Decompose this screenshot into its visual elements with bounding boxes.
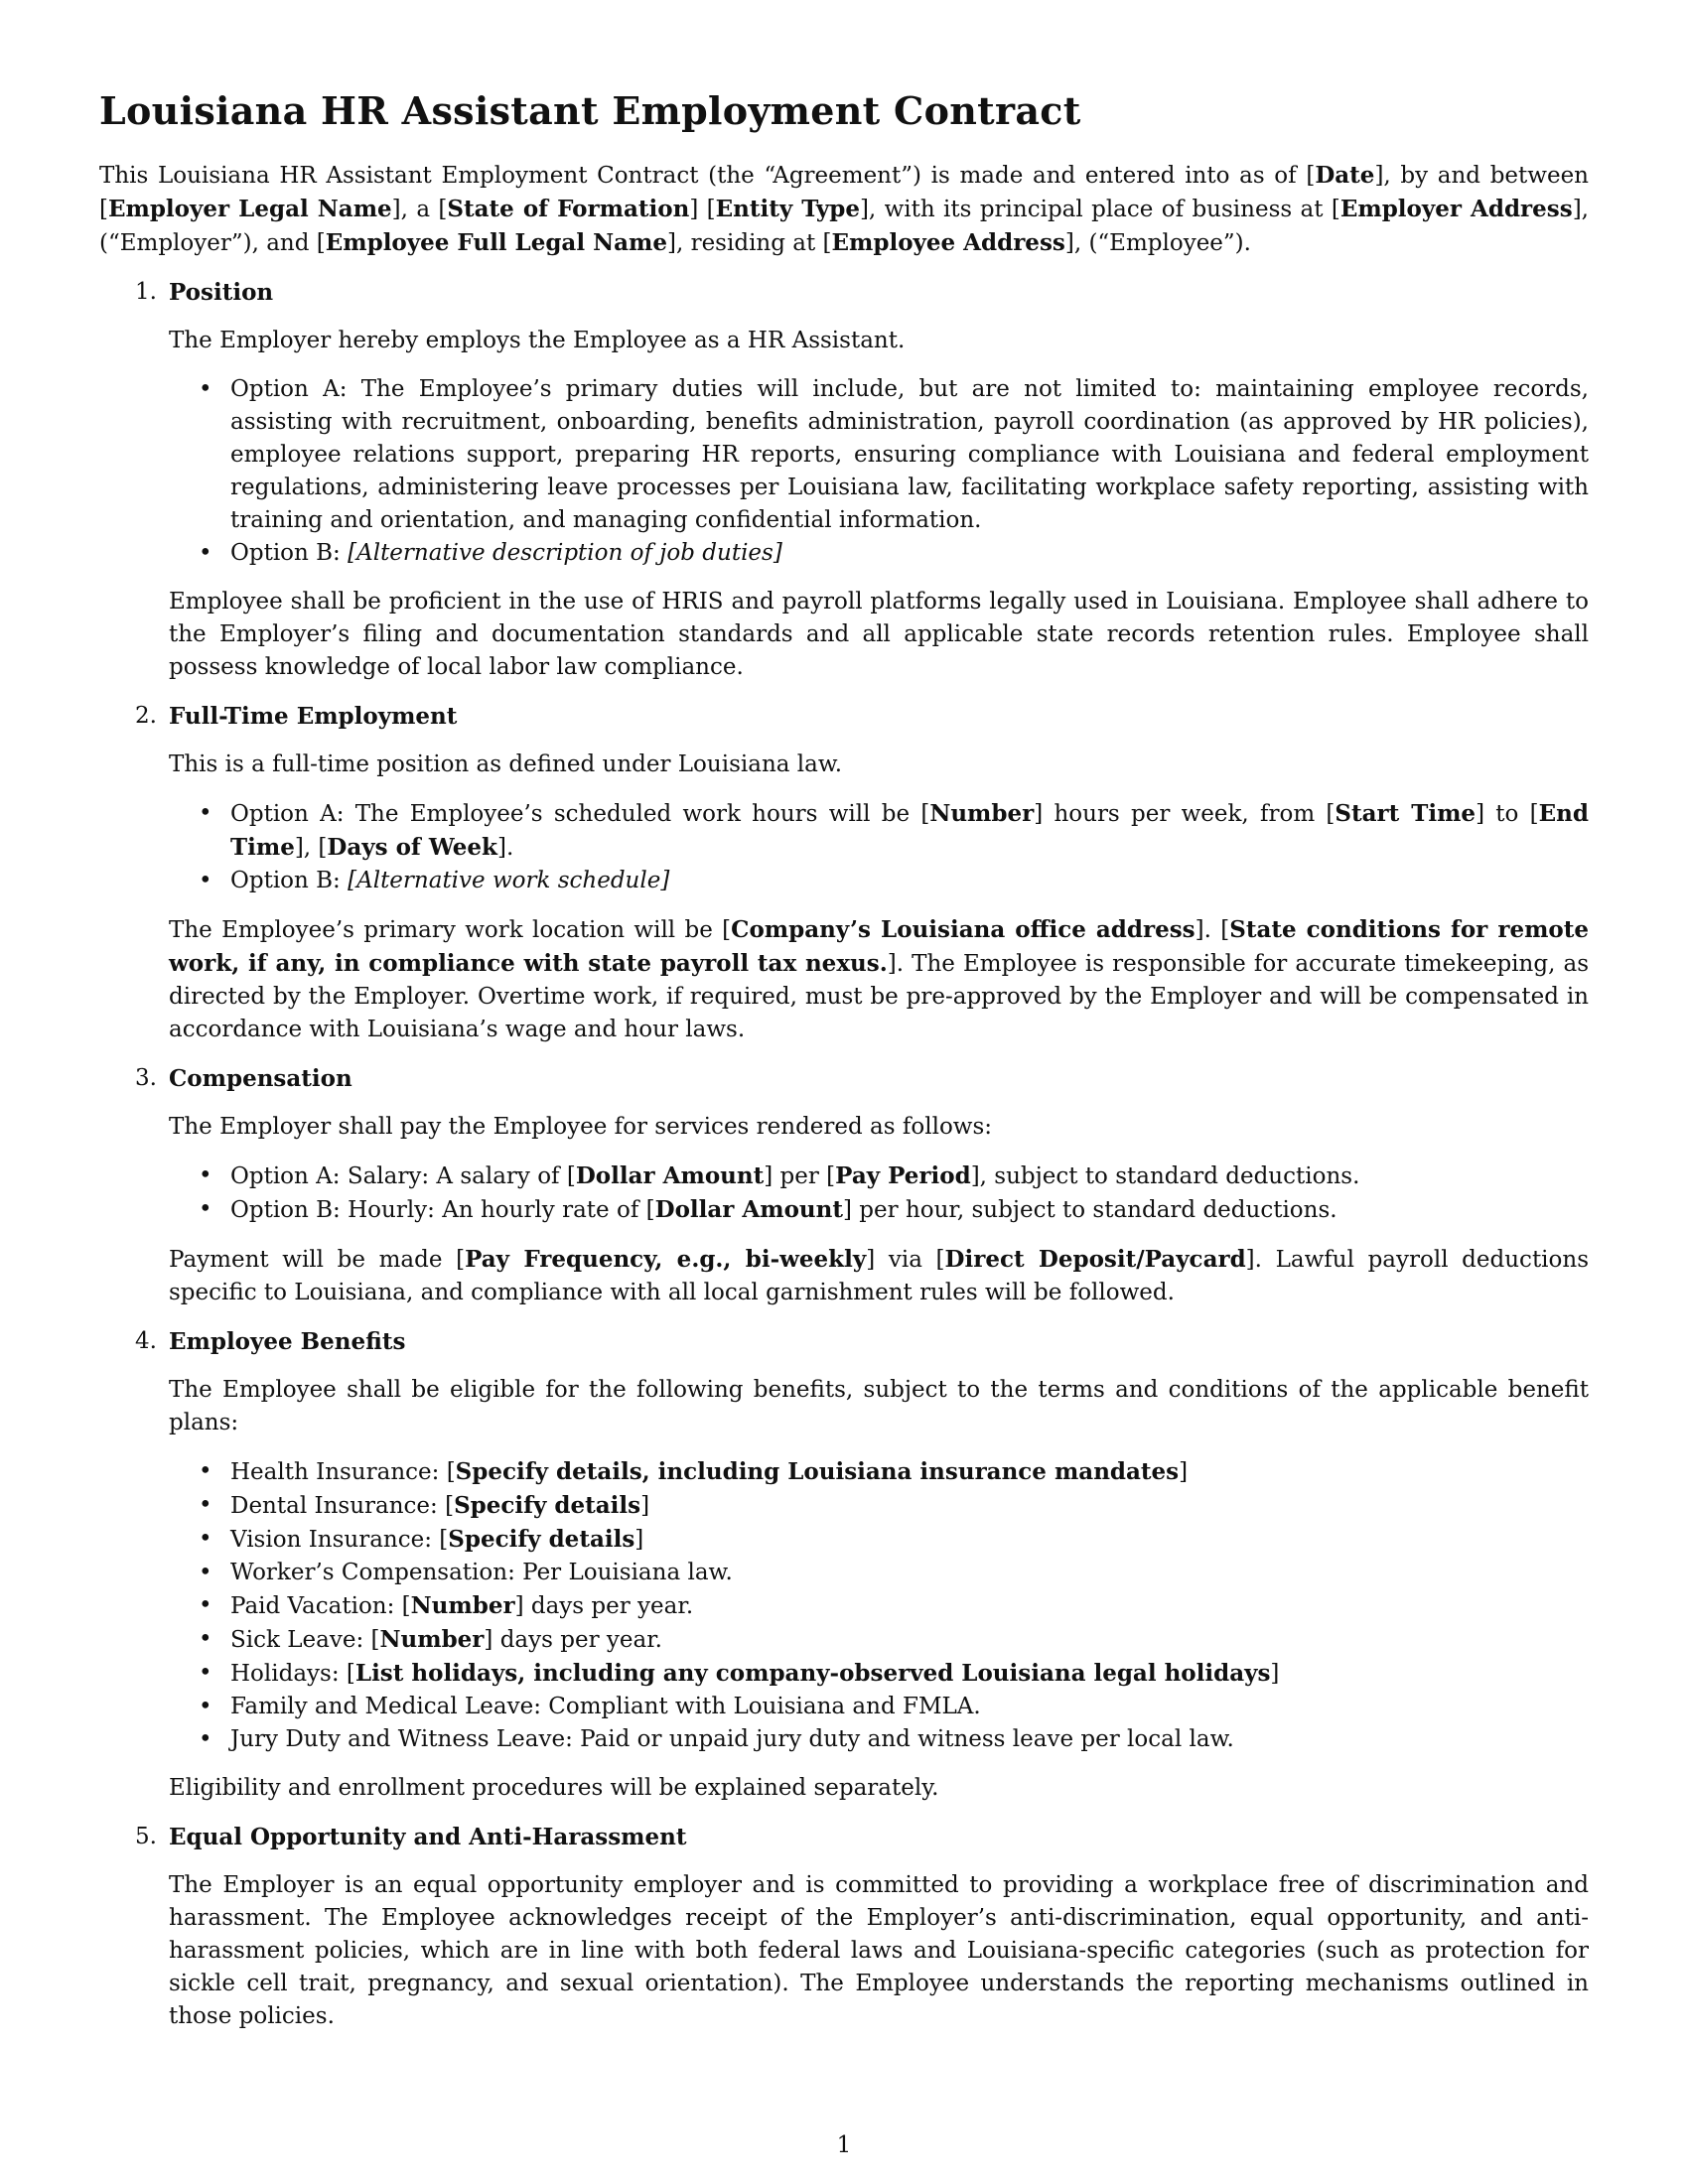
section-list [99,276,1589,2033]
benefits-list [169,1455,1589,1756]
section-employee-benefits [99,1325,1589,1805]
option-item: • Option B: [Alternative description of job duties] [169,537,1589,570]
section-title: Employee Benefits [169,1328,406,1355]
placeholder-date: Date [1315,162,1375,189]
section-paragraph: The Employer is an equal opportunity employer and is committed to providing a workplace free of discrimination and harassment. The Employee acknowledges receipt of the Employer’s anti-discrimination, equal opportunity, and anti-harassment policies, which are in line with both federal laws and Louisiana-specific categories (such as protection for sickle cell trait, pregnancy, and sexual orientation). The Employee understands the reporting mechanisms outlined in those policies. [169,1872,1589,2029]
option-list [169,1160,1589,1227]
placeholder-employer-address: Employer Address [1339,196,1573,222]
benefit-vision: • Vision Insurance: [Specify details] [169,1523,1589,1557]
benefit-holidays: • Holidays: [List holidays, including any company-observed Louisiana legal holidays] [169,1657,1589,1691]
section-title: Full-Time Employment [169,703,458,730]
section-compensation [99,1062,1589,1309]
benefit-jury-duty: • Jury Duty and Witness Leave: Paid or unpaid jury duty and witness leave per local law. [169,1723,1589,1756]
section-paragraph: Payment will be made [Pay Frequency, e.g., bi-weekly] via [Direct Deposit/Paycard]. Lawful payroll deductions specific to Louisiana, and compliance with all local garnishment rules will be followed. [169,1246,1589,1305]
placeholder-state: State of Formation [447,196,690,222]
section-number: 3. [135,1065,157,1091]
placeholder-employee-name: Employee Full Legal Name [325,229,667,256]
section-number: 4. [135,1328,157,1354]
section-title: Compensation [169,1065,352,1092]
section-paragraph: The Employer hereby employs the Employee as a HR Assistant. [169,328,906,353]
benefit-health: • Health Insurance: [Specify details, including Louisiana insurance mandates] [169,1455,1589,1489]
benefit-vacation: • Paid Vacation: [Number] days per year. [169,1589,1589,1623]
document-title: Louisiana HR Assistant Employment Contract [99,88,1081,133]
option-item: • Option A: The Employee’s primary duties will include, but are not limited to: maintaining employee records, assisting with recruitment, onboarding, benefits administration, payroll coordination (as approved by HR policies), employee relations support, preparing HR reports, ensuring compliance with Louisiana and federal employment regulations, administering leave processes per Louisiana law, facilitating workplace safety reporting, assisting with training and orientation, and managing confidential information. [169,373,1589,537]
benefit-workers-comp: • Worker’s Compensation: Per Louisiana law. [169,1557,1589,1589]
section-title: Equal Opportunity and Anti-Harassment [169,1824,687,1850]
section-number: 1. [135,279,157,305]
benefit-family-leave: • Family and Medical Leave: Compliant with Louisiana and FMLA. [169,1691,1589,1723]
section-title: Position [169,279,274,306]
placeholder-employer-name: Employer Legal Name [107,196,392,222]
section-paragraph: This is a full-time position as defined under Louisiana law. [169,751,843,777]
section-paragraph: The Employee’s primary work location will be [Company’s Louisiana office address]. [State conditions for remote work, if any, in compliance with state payroll tax nexus.]. The Employee is responsible for accurate timekeeping, as directed by the Employer. Overtime work, if required, must be pre-approved by the Employer and will be compensated in accordance with Louisiana’s wage and hour laws. [169,916,1590,1042]
section-paragraph: The Employer shall pay the Employee for services rendered as follows: [169,1114,993,1140]
section-position [99,276,1589,684]
option-list [169,373,1589,570]
section-paragraph: The Employee shall be eligible for the following benefits, subject to the terms and conditions of the applicable benefit plans: [169,1377,1589,1435]
intro-paragraph: This Louisiana HR Assistant Employment Contract (the “Agreement”) is made and entered into as of [Date], by and between [Employer Legal Name], a [State of Formation] [Entity Type], with its principal place of business at [Employer Address], (“Employer”), and [Employee Full Legal Name], residing at [Employee Address], (“Employee”). [99,162,1589,256]
section-paragraph: Employee shall be proficient in the use of HRIS and payroll platforms legally used in Louisiana. Employee shall adhere to the Employer’s filing and documentation standards and all applicable state records retention rules. Employee shall possess knowledge of local labor law compliance. [169,589,1589,680]
section-full-time-employment [99,700,1589,1046]
section-number: 5. [135,1824,157,1849]
benefit-dental: • Dental Insurance: [Specify details] [169,1489,1589,1523]
section-equal-opportunity [99,1821,1589,2033]
section-paragraph: Eligibility and enrollment procedures will be explained separately. [169,1775,939,1801]
benefit-sick-leave: • Sick Leave: [Number] days per year. [169,1623,1589,1657]
section-number: 2. [135,703,157,729]
option-item: • Option B: Hourly: An hourly rate of [Dollar Amount] per hour, subject to standard deductions. [169,1193,1589,1227]
option-item: • Option A: The Employee’s scheduled work hours will be [Number] hours per week, from [Start Time] to [End Time], [Days of Week]. [169,797,1589,865]
page-number: 1 [836,2132,852,2158]
placeholder-employee-address: Employee Address [831,229,1065,256]
option-item: • Option A: Salary: A salary of [Dollar Amount] per [Pay Period], subject to standard deductions. [169,1160,1589,1193]
option-item: • Option B: [Alternative work schedule] [169,865,1589,897]
contract-page [99,87,1589,2049]
placeholder-entity-type: Entity Type [715,196,860,222]
option-list [169,797,1589,897]
